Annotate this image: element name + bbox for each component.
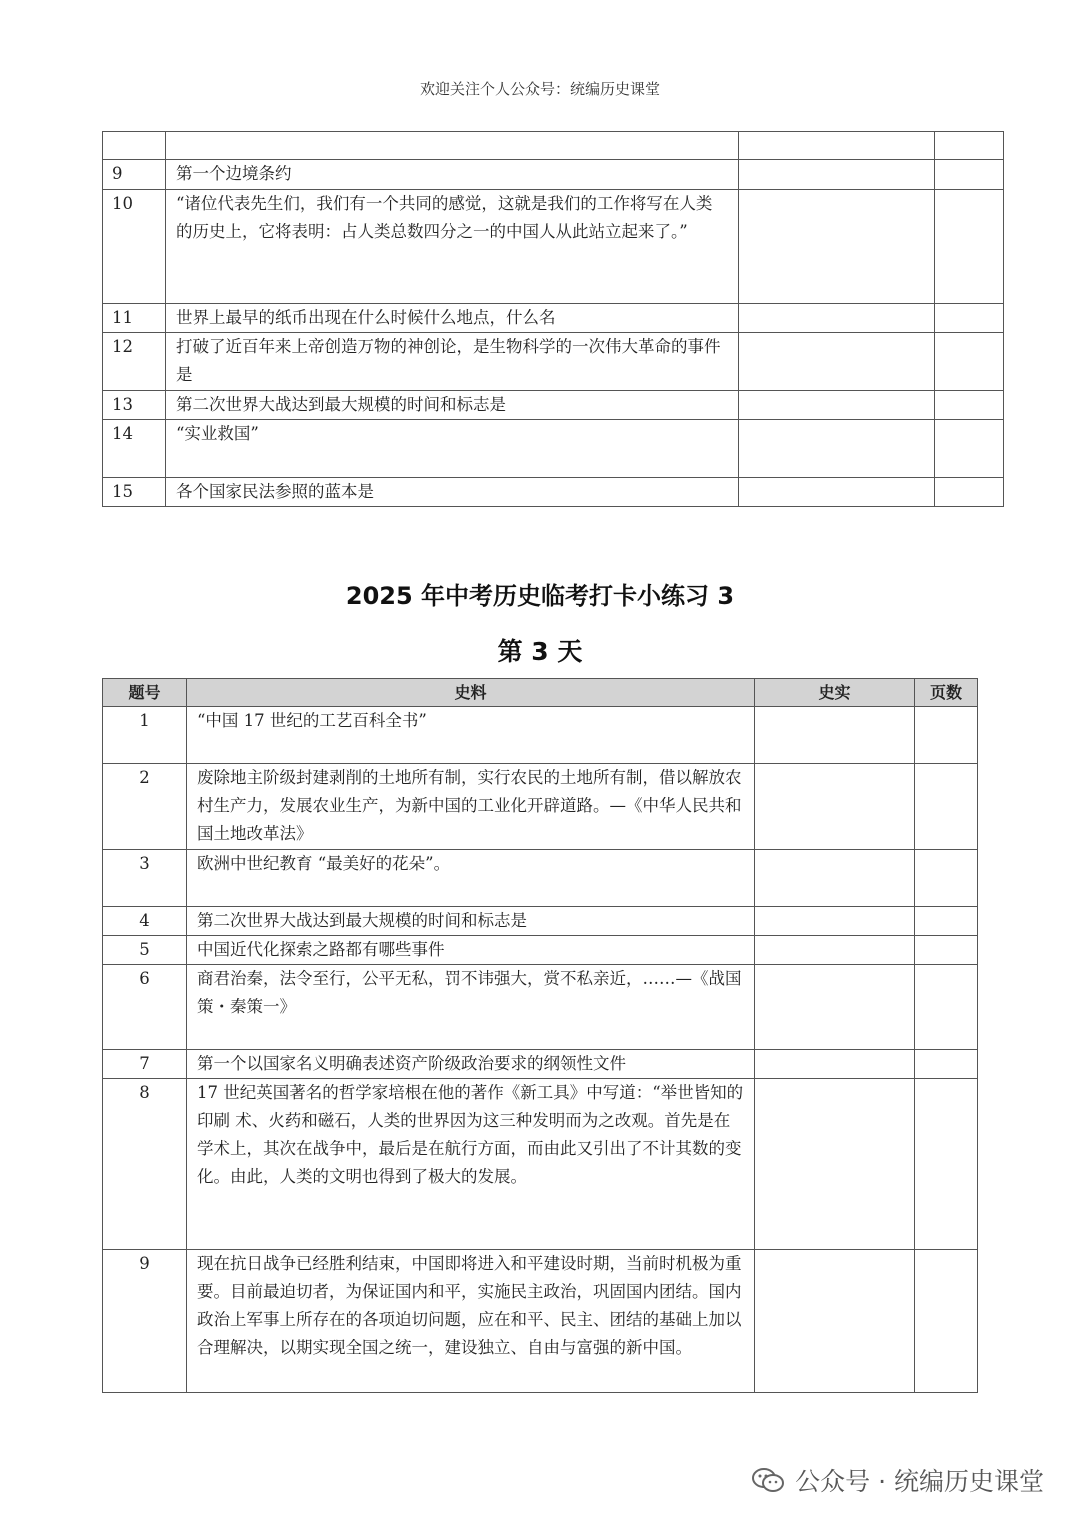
watermark bbox=[751, 1462, 1044, 1498]
row-source-text bbox=[166, 132, 739, 160]
table-row bbox=[103, 1050, 978, 1079]
row-page-cell[interactable] bbox=[935, 132, 1004, 160]
table-header-row bbox=[103, 679, 978, 707]
wechat-icon bbox=[751, 1467, 785, 1493]
table-row bbox=[103, 707, 978, 764]
row-number: 15 bbox=[103, 478, 166, 507]
row-fact-cell[interactable] bbox=[739, 478, 935, 507]
row-number: 14 bbox=[103, 420, 166, 478]
table-row bbox=[103, 304, 1004, 333]
row-page-cell[interactable] bbox=[935, 190, 1004, 304]
row-page-cell[interactable] bbox=[935, 478, 1004, 507]
row-number: 3 bbox=[103, 850, 187, 907]
row-page-cell[interactable] bbox=[915, 936, 978, 965]
table-row bbox=[103, 333, 1004, 391]
row-fact-cell[interactable] bbox=[755, 764, 915, 850]
row-page-cell[interactable] bbox=[935, 304, 1004, 333]
row-number: 6 bbox=[103, 965, 187, 1050]
row-fact-cell[interactable] bbox=[755, 1250, 915, 1393]
row-fact-cell[interactable] bbox=[739, 190, 935, 304]
table-row bbox=[103, 764, 978, 850]
row-page-cell[interactable] bbox=[915, 1050, 978, 1079]
table-previous-page bbox=[102, 131, 1004, 507]
row-fact-cell[interactable] bbox=[755, 707, 915, 764]
row-source-text: “中国 17 世纪的工艺百科全书” bbox=[187, 707, 755, 764]
row-page-cell[interactable] bbox=[915, 1250, 978, 1393]
page-header: 欢迎关注个人公众号：统编历史课堂 bbox=[419, 80, 660, 98]
header-page: 页数 bbox=[915, 679, 978, 707]
row-number bbox=[103, 132, 166, 160]
row-number: 5 bbox=[103, 936, 187, 965]
row-source-text: 打破了近百年来上帝创造万物的神创论，是生物科学的一次伟大革命的事件是 bbox=[166, 333, 739, 391]
row-number: 4 bbox=[103, 907, 187, 936]
row-source-text: 欧洲中世纪教育 “最美好的花朵”。 bbox=[187, 850, 755, 907]
row-source-text: 废除地主阶级封建剥削的土地所有制，实行农民的土地所有制，借以解放农村生产力，发展农业生产，为新中国的工业化开辟道路。—《中华人民共和国土地改革法》 bbox=[187, 764, 755, 850]
row-page-cell[interactable] bbox=[915, 764, 978, 850]
row-page-cell[interactable] bbox=[935, 160, 1004, 190]
row-fact-cell[interactable] bbox=[739, 132, 935, 160]
table-row bbox=[103, 965, 978, 1050]
row-page-cell[interactable] bbox=[935, 391, 1004, 420]
row-page-cell[interactable] bbox=[935, 420, 1004, 478]
row-fact-cell[interactable] bbox=[739, 391, 935, 420]
row-source-text: 第一个以国家名义明确表述资产阶级政治要求的纲领性文件 bbox=[187, 1050, 755, 1079]
row-source-text: “诸位代表先生们，我们有一个共同的感觉，这就是我们的工作将写在人类的历史上，它将表明：占人类总数四分之一的中国人从此站立起来了。” bbox=[166, 190, 739, 304]
row-source-text: 世界上最早的纸币出现在什么时候什么地点，什么名 bbox=[166, 304, 739, 333]
table-row bbox=[103, 190, 1004, 304]
row-number: 1 bbox=[103, 707, 187, 764]
row-number: 11 bbox=[103, 304, 166, 333]
header-source: 史料 bbox=[187, 679, 755, 707]
row-page-cell[interactable] bbox=[915, 1079, 978, 1250]
row-source-text: “实业救国” bbox=[166, 420, 739, 478]
row-fact-cell[interactable] bbox=[755, 936, 915, 965]
row-fact-cell[interactable] bbox=[739, 160, 935, 190]
table-row bbox=[103, 478, 1004, 507]
table-row bbox=[103, 132, 1004, 160]
row-number: 9 bbox=[103, 160, 166, 190]
row-page-cell[interactable] bbox=[915, 907, 978, 936]
table-row bbox=[103, 420, 1004, 478]
header-fact: 史实 bbox=[755, 679, 915, 707]
table-row bbox=[103, 160, 1004, 190]
row-source-text: 中国近代化探索之路都有哪些事件 bbox=[187, 936, 755, 965]
row-source-text: 第二次世界大战达到最大规模的时间和标志是 bbox=[187, 907, 755, 936]
row-source-text: 商君治秦，法令至行，公平无私，罚不讳强大，赏不私亲近，……—《战国策・秦策一》 bbox=[187, 965, 755, 1050]
row-number: 9 bbox=[103, 1250, 187, 1393]
row-fact-cell[interactable] bbox=[755, 1079, 915, 1250]
row-number: 12 bbox=[103, 333, 166, 391]
row-fact-cell[interactable] bbox=[739, 420, 935, 478]
row-source-text: 第二次世界大战达到最大规模的时间和标志是 bbox=[166, 391, 739, 420]
row-number: 8 bbox=[103, 1079, 187, 1250]
row-number: 7 bbox=[103, 1050, 187, 1079]
row-source-text: 各个国家民法参照的蓝本是 bbox=[166, 478, 739, 507]
row-fact-cell[interactable] bbox=[755, 907, 915, 936]
row-number: 10 bbox=[103, 190, 166, 304]
row-source-text: 现在抗日战争已经胜利结束，中国即将进入和平建设时期，当前时机极为重要。目前最迫切者，为保证国内和平，实施民主政治，巩固国内团结。国内政治上军事上所存在的各项迫切问题，应在和平、民主、团结的基础上加以合理解决，以期实现全国之统一，建设独立、自由与富强的新中国。 bbox=[187, 1250, 755, 1393]
row-number: 13 bbox=[103, 391, 166, 420]
row-fact-cell[interactable] bbox=[755, 965, 915, 1050]
table-row bbox=[103, 936, 978, 965]
row-page-cell[interactable] bbox=[915, 965, 978, 1050]
row-page-cell[interactable] bbox=[935, 333, 1004, 391]
table-day-3 bbox=[102, 678, 978, 1393]
table-row bbox=[103, 1250, 978, 1393]
row-fact-cell[interactable] bbox=[739, 333, 935, 391]
document-title: 2025 年中考历史临考打卡小练习 3 bbox=[345, 582, 735, 610]
table-row bbox=[103, 850, 978, 907]
row-number: 2 bbox=[103, 764, 187, 850]
table-row bbox=[103, 1079, 978, 1250]
row-source-text: 第一个边境条约 bbox=[166, 160, 739, 190]
row-page-cell[interactable] bbox=[915, 850, 978, 907]
header-question-number: 题号 bbox=[103, 679, 187, 707]
row-fact-cell[interactable] bbox=[755, 1050, 915, 1079]
table-row bbox=[103, 391, 1004, 420]
row-fact-cell[interactable] bbox=[755, 850, 915, 907]
day-title: 第 3 天 bbox=[497, 637, 583, 666]
table-row bbox=[103, 907, 978, 936]
row-source-text: 17 世纪英国著名的哲学家培根在他的著作《新工具》中写道：“举世皆知的印刷 术、火药和磁石，人类的世界因为这三种发明而为之改观。首先是在学术上，其次在战争中，最后是在航行方面，而由此又引出了不计其数的变化。由此，人类的文明也得到了极大的发展。 bbox=[187, 1079, 755, 1250]
watermark-text: 公众号 · 统编历史课堂 bbox=[795, 1467, 1044, 1496]
row-fact-cell[interactable] bbox=[739, 304, 935, 333]
row-page-cell[interactable] bbox=[915, 707, 978, 764]
